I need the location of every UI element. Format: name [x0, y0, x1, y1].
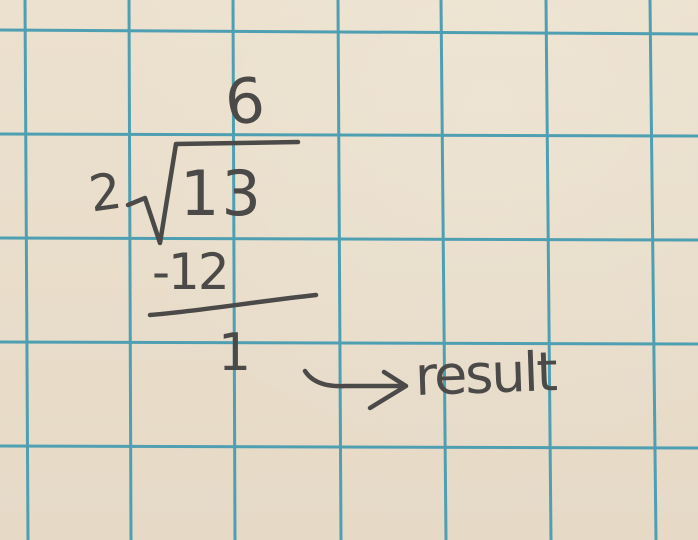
result-label: result	[413, 340, 557, 408]
divisor: 2	[85, 161, 126, 224]
dividend: 13	[180, 157, 263, 230]
subtraction: -12	[152, 243, 228, 301]
quotient: 6	[221, 62, 269, 140]
right-hook-arrow-icon	[305, 371, 406, 408]
remainder: 1	[218, 323, 252, 383]
